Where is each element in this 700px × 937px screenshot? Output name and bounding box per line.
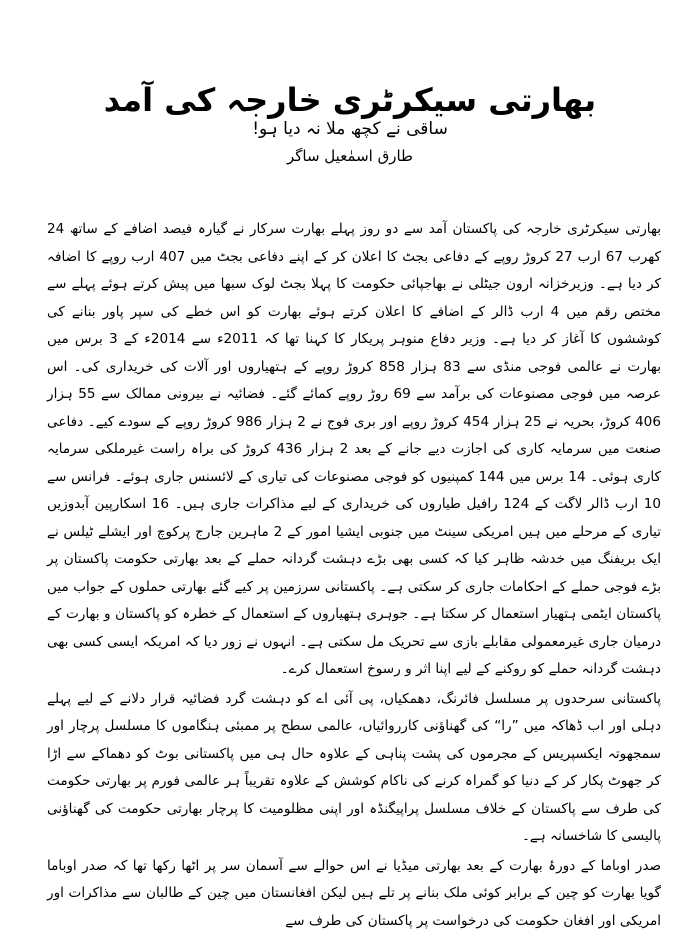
article-paragraph: پاکستانی سرحدوں پر مسلسل فائرنگ، دھمکیاں، پی آئی اے کو دہشت گرد فضائیہ قرار دلانے کے لیے پہلے دہلی اور اب ڈھاکہ میں ”را“ کی گھناؤنی کارروائیاں، عالمی سطح پر ممبئی ہنگاموں کا مسلسل پرچار اور سمجھوتہ ایکسپریس کے مجرموں کی پشت پناہی کے علاوہ حال ہی میں پاکستانی بوٹ کو دھماکے سے اڑا کر جھوٹ پکار کر کے دنیا کو گمراہ کرنے کی ناکام کوشش کے علاوہ تقریباً ہر عالمی فورم پر بھارتی حکومت کی طرف سے پاکستان کے خلاف مسلسل پراپیگنڈہ اور اپنی مظلومیت کا پرچار بھارتی حکومت کی گھناؤنی پالیسی کا شاخسانہ ہے۔ [47, 690, 661, 844]
article-body [47, 216, 661, 937]
article-title: بھارتی سیکرٹری خارجہ کی آمد [103, 81, 597, 120]
author-name: طارق اسمٰعیل ساگر [286, 147, 413, 165]
article-subtitle: ساقی نے کچھ ملا نہ دیا ہو! [252, 119, 448, 139]
article-paragraph: بھارتی سیکرٹری خارجہ کی پاکستان آمد سے دو روز پہلے بھارت سرکار نے گیارہ فیصد اضافے کے ساتھ 24 کھرب 67 ارب 27 کروڑ روپے کے دفاعی بجٹ کا اعلان کر کے اپنے دفاعی بجٹ میں 407 ارب روپے کا اضافہ کر دیا ہے۔ وزیرخزانہ ارون جیٹلی نے بھاجپائی حکومت کا پہلا بجٹ لوک سبھا میں پیش کرتے ہوئے پہلے سے مختص رقم میں 4 ارب ڈالر کے اضافے کا اعلان کرتے ہوئے بھارت کو اس خطے کی سپر پاور بنانے کی کوششوں کا آغاز کر دیا ہے۔ وزیر دفاع منوہر پریکار کا کہنا تھا کہ 2011ء سے 2014ء کے 3 برس میں بھارت نے عالمی فوجی منڈی سے 83 ہزار 858 کروڑ روپے کے ہتھیاروں اور آلات کی خریداری کی۔ اس عرصہ میں فوجی مصنوعات کی برآمد سے 69 روڑ روپے کمائے گئے۔ فضائیہ نے بیرونی ممالک سے 55 ہزار 406 کروڑ، بحریہ نے 25 ہزار 454 کروڑ روپے اور بری فوج نے 2 ہزار 986 کروڑ روپے کے سودے کیے۔ دفاعی صنعت میں سرمایہ کاری کی اجازت دیے جانے کے بعد 2 ہزار 436 کروڑ کی براہ راست غیرملکی سرمایہ کاری ہوئی۔ 14 برس میں 144 کمپنیوں کو فوجی مصنوعات کی تیاری کے لائسنس جاری ہوئے۔ فرانس سے 10 ارب ڈالر لاگت کے 124 رافیل طیاروں کی خریداری کے لیے مذاکرات جاری ہیں۔ 16 اسکارپین آبدوزیں تیاری کے مرحلے میں ہیں امریکی سینٹ میں جنوبی ایشیا امور کے 2 ماہرین جارج پرکوچ اور ایشلے ٹیلس نے ایک بریفنگ میں خدشہ ظاہر کیا کہ کسی بھی بڑے دہشت گردانہ حملے کے بعد بھارتی حکومت پاکستان پر بڑے فوجی حملے کے احکامات جاری کر سکتی ہے۔ پاکستانی سرزمین پر کیے گئے بھارتی حملوں کے جواب میں پاکستان ایٹمی ہتھیار استعمال کر سکتا ہے۔ جوہری ہتھیاروں کے استعمال کے خطرہ کو پاکستان و بھارت کے درمیان جاری غیرمعمولی مقابلے بازی سے تحریک مل سکتی ہے۔ انہوں نے زور دیا کہ امریکہ ایسی کسی بھی دہشت گردانہ حملے کو روکنے کے لیے اپنا اثر و رسوخ استعمال کرے۔ [47, 221, 662, 677]
article-paragraph: صدر اوباما کے دورۂ بھارت کے بعد بھارتی میڈیا نے اس حوالے سے آسمان سر پر اٹھا رکھا تھا کہ صدر اوباما گویا بھارت کو چین کے برابر کوئی ملک بنانے پر تلے ہیں لیکن افغانستان میں چین کے طالبان سے مذاکرات اور امریکی اور افغان حکومت کی درخواست پر پاکستان کی طرف سے [47, 857, 661, 929]
